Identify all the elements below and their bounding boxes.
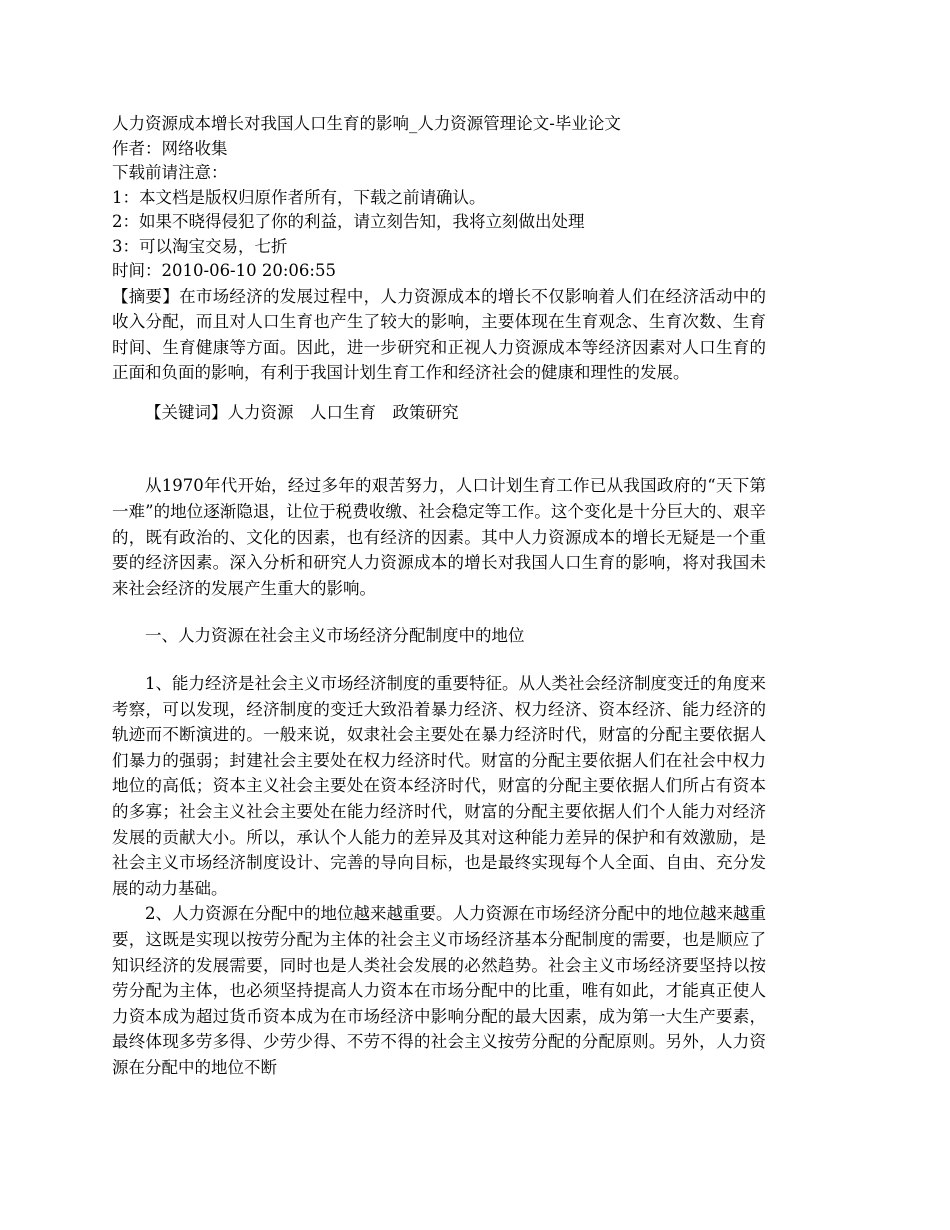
document-title: 人力资源成本增长对我国人口生育的影响_人力资源管理论文-毕业论文	[112, 114, 621, 133]
abstract-paragraph: 【摘要】在市场经济的发展过程中，人力资源成本的增长不仅影响着人们在经济活动中的收入分配，而且对人口生育也产生了较大的影响，主要体现在生育观念、生育次数、生育时间、生育健康等方面。因此，进一步研究和正视人力资源成本等经济因素对人口生育的正面和负面的影响，有利于我国计划生育工作和经济社会的健康和理性的发展。	[112, 286, 766, 383]
intro-paragraph: 从1970年代开始，经过多年的艰苦努力，人口计划生育工作已从我国政府的“天下第一难”的地位逐渐隐退，让位于税费收缴、社会稳定等工作。这个变化是十分巨大的、艰辛的，既有政治的、文化的因素，也有经济的因素。其中人力资源成本的增长无疑是一个重要的经济因素。深入分析和研究人力资源成本的增长对我国人口生育的影响，将对我国未来社会经济的发展产生重大的影响。	[112, 476, 766, 598]
document-author: 作者：网络收集	[112, 138, 228, 158]
section-1-paragraph-1: 1、能力经济是社会主义市场经济制度的重要特征。从人类社会经济制度变迁的角度来考察，可以发现，经济制度的变迁大致沿着暴力经济、权力经济、资本经济、能力经济的轨迹而不断演进的。一般来说，奴隶社会主要处在暴力经济时代，财富的分配主要依据人们暴力的强弱；封建社会主要处在权力经济时代。财富的分配主要依据人们在社会中权力地位的高低；资本主义社会主要处在资本经济时代，财富的分配主要依据人们所占有资本的多寡；社会主义社会主要处在能力经济时代，财富的分配主要依据人们个人能力对经济发展的贡献大小。所以，承认个人能力的差异及其对这种能力差异的保护和有效激励，是社会主义市场经济制度设计、完善的导向目标，也是最终实现每个人全面、自由、充分发展的动力基础。	[112, 674, 766, 898]
notice-item-3: 3：可以淘宝交易，七折	[112, 236, 288, 256]
document-time: 时间：2010-06-10 20:06:55	[112, 261, 336, 280]
notice-item-2: 2：如果不晓得侵犯了你的利益，请立刻告知，我将立刻做出处理	[112, 212, 585, 231]
section-heading-1: 一、人力资源在社会主义市场经济分配制度中的地位	[145, 626, 525, 646]
notice-heading: 下载前请注意：	[112, 163, 228, 182]
notice-item-1: 1：本文档是版权归原作者所有，下载之前请确认。	[112, 187, 486, 207]
section-1-paragraph-2: 2、人力资源在分配中的地位越来越重要。人力资源在市场经济分配中的地位越来越重要，这既是实现以按劳分配为主体的社会主义市场经济基本分配制度的需要，也是顺应了知识经济的发展需要，同时也是人类社会发展的必然趋势。社会主义市场经济要坚持以按劳分配为主体，也必须坚持提高人力资本在市场分配中的比重，唯有如此，才能真正使人力资本成为超过货币资本成为在市场经济中影响分配的最大因素，成为第一大生产要素，最终体现多劳多得、少劳少得、不劳不得的社会主义按劳分配的分配原则。另外，人力资源在分配中的地位不断	[112, 904, 766, 1077]
keywords-line: 【关键词】人力资源 人口生育 政策研究	[145, 402, 459, 422]
document-page	[112, 112, 766, 1081]
